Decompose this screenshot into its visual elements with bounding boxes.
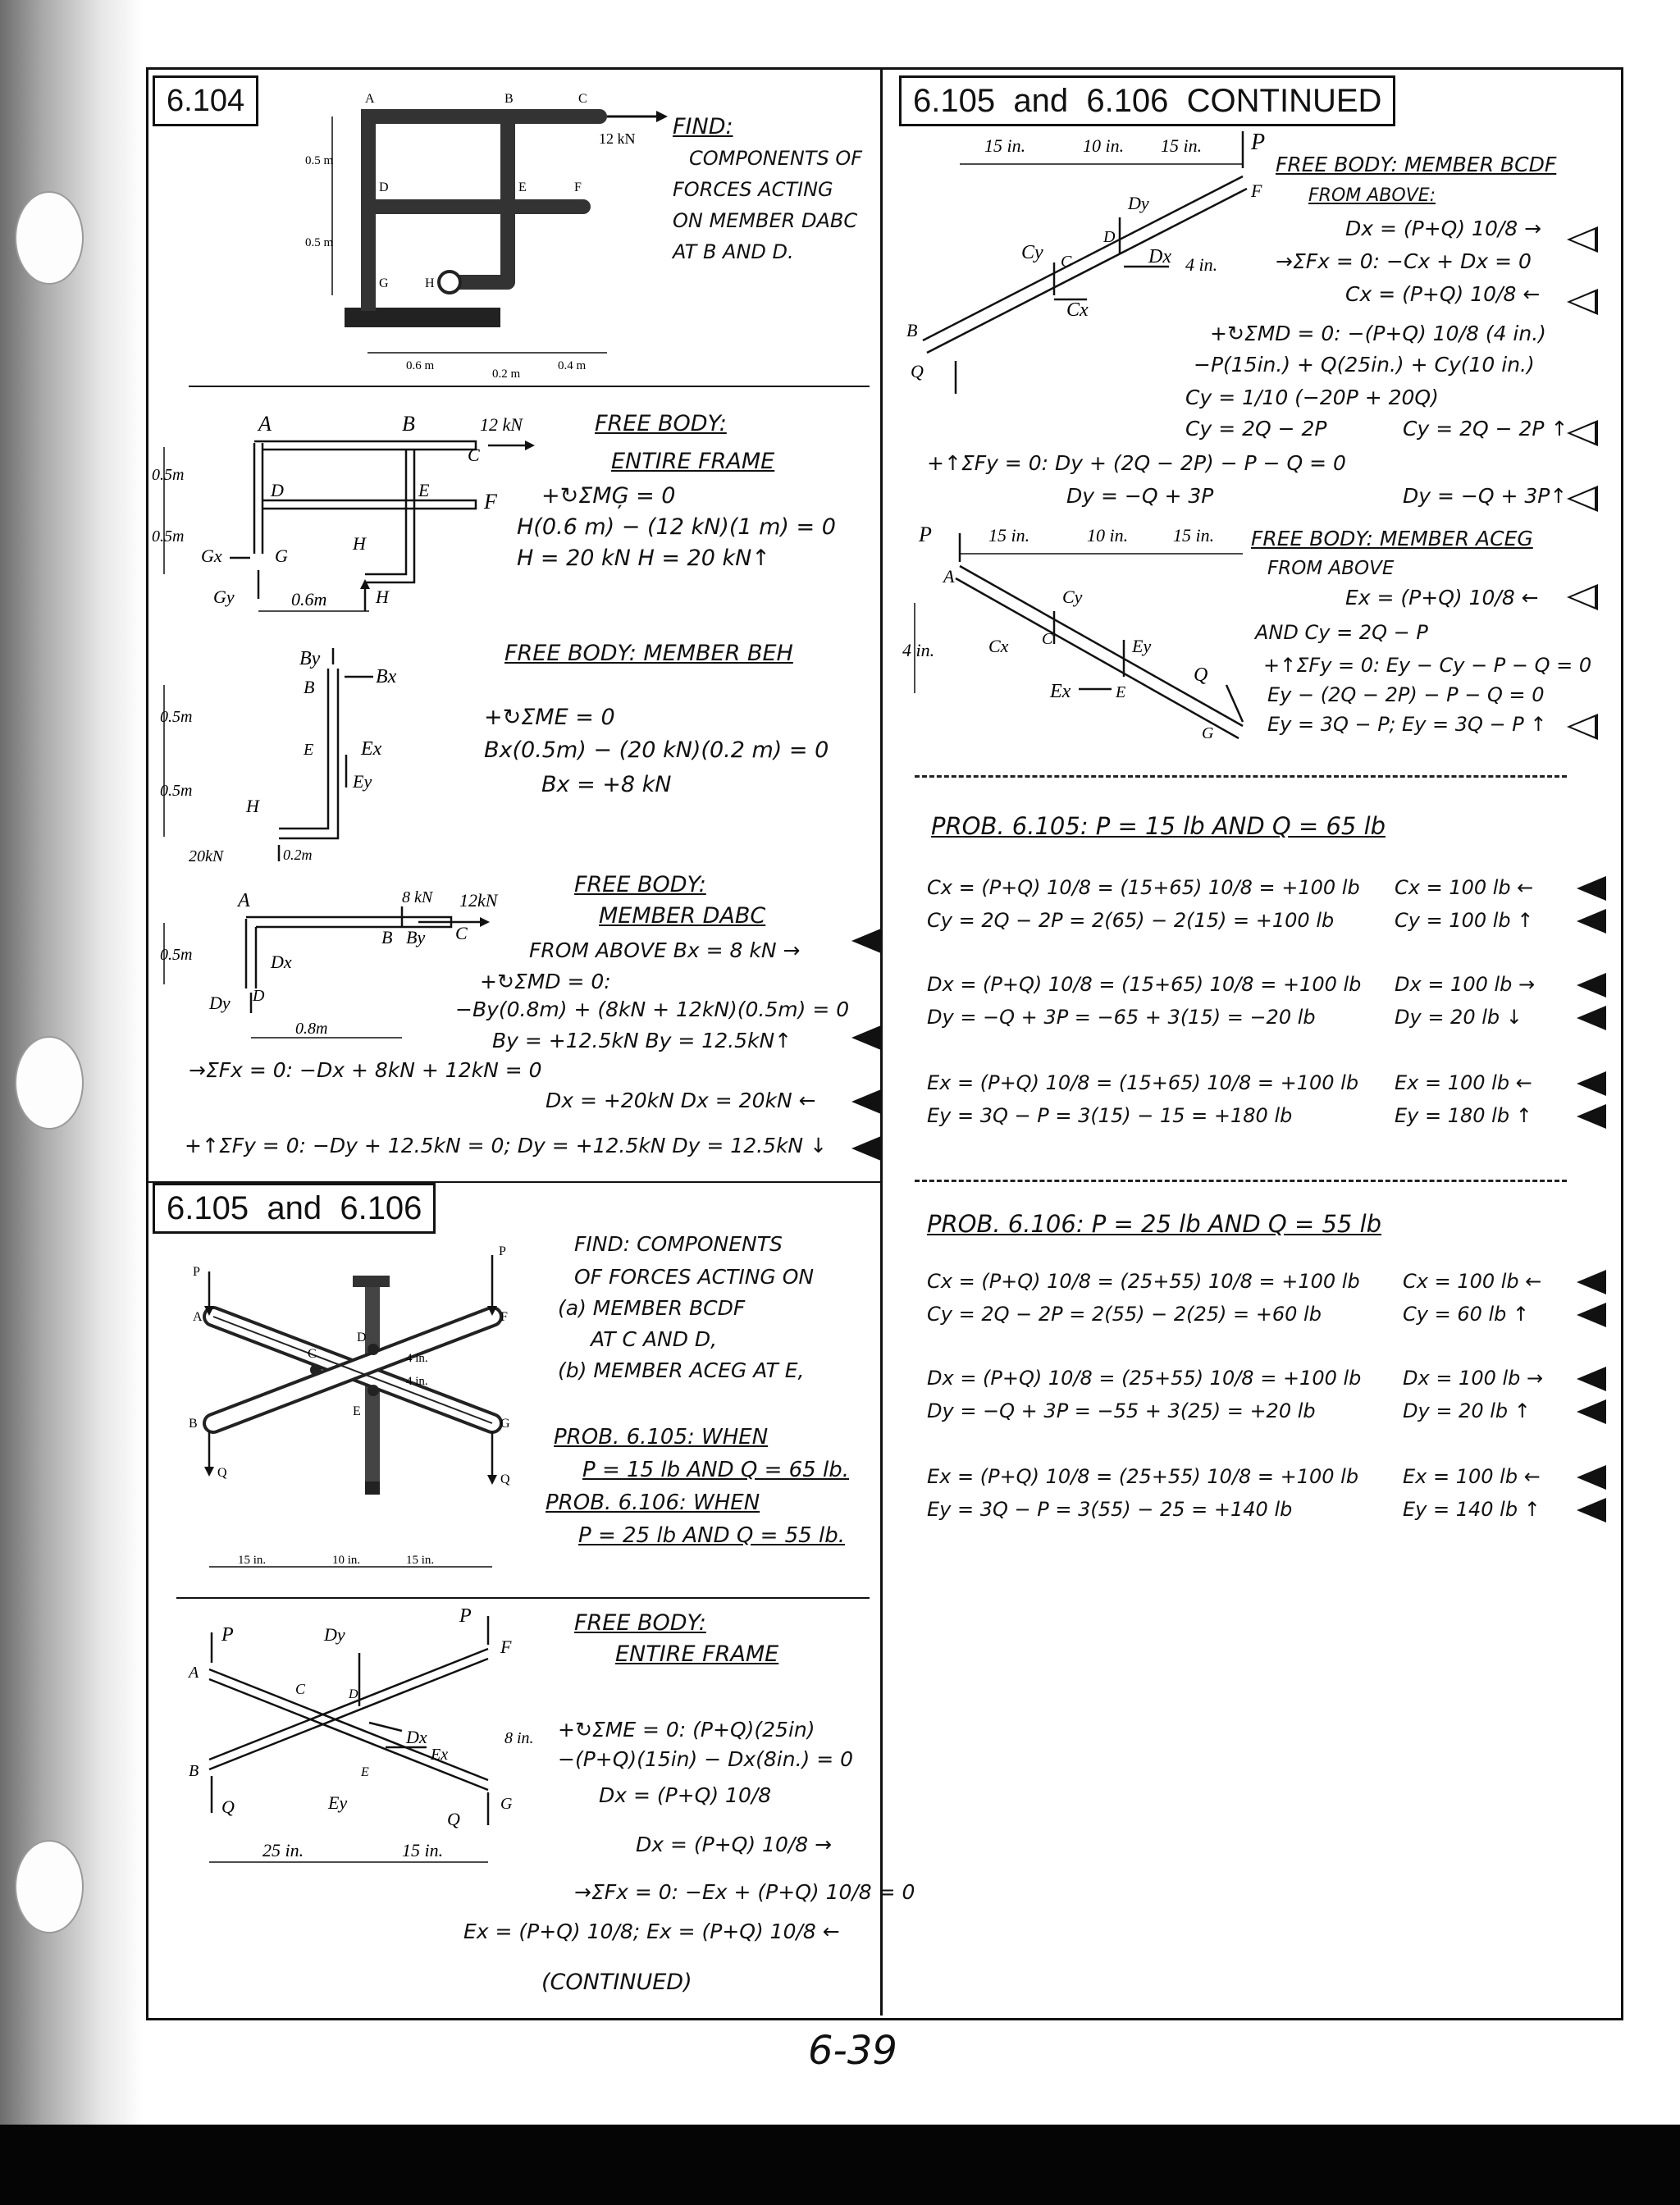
answer-marker bbox=[1577, 1270, 1606, 1294]
result-equation: Dx = (P+Q) 10/8 = (15+65) 10/8 = +100 lb bbox=[927, 973, 1362, 996]
fig-label: P bbox=[1251, 130, 1266, 155]
free-body-heading: ENTIRE FRAME bbox=[611, 449, 775, 474]
fig-label: Q bbox=[217, 1466, 227, 1480]
fig-label: 8 in. bbox=[504, 1729, 534, 1747]
fig-label: 0.5m bbox=[152, 466, 185, 484]
fig-label: E bbox=[418, 480, 430, 500]
from-above: FROM ABOVE: bbox=[1308, 185, 1436, 206]
and-word: and bbox=[267, 1190, 322, 1226]
find-line: AT C AND D, bbox=[591, 1327, 718, 1351]
dashed-separator bbox=[915, 1180, 1567, 1182]
fig-label: 10 in. bbox=[1083, 135, 1125, 156]
fig-label: C bbox=[308, 1347, 317, 1361]
fig-label: C bbox=[1042, 630, 1053, 648]
problem-number: 6.106 bbox=[1086, 83, 1169, 119]
separator bbox=[176, 1597, 870, 1599]
fig-label: Ex bbox=[361, 738, 382, 760]
fig-label: 4 in. bbox=[902, 640, 935, 660]
find-line: FORCES ACTING bbox=[673, 178, 833, 201]
fig-label: Ey bbox=[1132, 636, 1152, 656]
equation: −By(0.8m) + (8kN + 12kN)(0.5m) = 0 bbox=[455, 998, 850, 1021]
fig-label: H bbox=[246, 796, 259, 816]
result-answer: Ey = 140 lb ↑ bbox=[1403, 1498, 1541, 1521]
fig-label: B bbox=[402, 412, 415, 436]
fig-label: 0.5m bbox=[152, 527, 185, 546]
fig-label: A bbox=[365, 92, 375, 106]
fig-label: Dx bbox=[271, 952, 292, 972]
equation: Dx = (P+Q) 10/8 → bbox=[636, 1833, 833, 1856]
fig-label: Ey bbox=[328, 1792, 348, 1813]
member-aceg-fbd-figure bbox=[898, 521, 1259, 759]
fig-label: 0.8m bbox=[295, 1020, 328, 1038]
fig-label: 15 in. bbox=[984, 135, 1026, 156]
find-line: OF FORCES ACTING ON bbox=[574, 1265, 815, 1289]
fig-label: C bbox=[295, 1681, 306, 1697]
result-answer: Ex = 100 lb ← bbox=[1395, 1071, 1532, 1094]
fig-label: Dx bbox=[1148, 246, 1171, 267]
free-body-heading: FREE BODY: bbox=[574, 872, 706, 897]
result-marker bbox=[1567, 289, 1598, 315]
fig-label: Cy bbox=[1021, 242, 1043, 263]
fig-label: 0.2 m bbox=[492, 368, 521, 381]
result-answer: Ex = 100 lb ← bbox=[1403, 1465, 1541, 1488]
fig-label: H bbox=[425, 276, 435, 290]
results-heading-6-105: PROB. 6.105: P = 15 lb AND Q = 65 lb bbox=[931, 812, 1386, 840]
equation: −(P+Q)(15in) − Dx(8in.) = 0 bbox=[558, 1747, 854, 1771]
fig-label: 15 in. bbox=[988, 525, 1030, 546]
fig-label: P bbox=[193, 1265, 200, 1279]
result-answer: Dx = 100 lb → bbox=[1395, 973, 1536, 996]
result-equation: Ex = (P+Q) 10/8 = (25+55) 10/8 = +100 lb bbox=[927, 1465, 1359, 1488]
result-answer: Dx = 100 lb → bbox=[1403, 1367, 1544, 1390]
fig-label: E bbox=[518, 180, 527, 194]
equation: Ey = 3Q − P; Ey = 3Q − P ↑ bbox=[1267, 713, 1547, 736]
result-marker bbox=[1567, 226, 1598, 253]
answer-marker bbox=[1577, 973, 1606, 998]
answer-marker bbox=[1577, 1303, 1606, 1327]
fig-label: 15 in. bbox=[1161, 135, 1203, 156]
problem-title-6-104 bbox=[153, 75, 258, 126]
binder-hole-bottom bbox=[16, 1842, 82, 1932]
free-body-heading: FREE BODY: bbox=[595, 411, 727, 436]
fig-label: G bbox=[500, 1417, 510, 1431]
fig-label: Cx bbox=[988, 636, 1009, 656]
fig-label: 8 kN bbox=[402, 888, 433, 906]
from-above: FROM ABOVE bbox=[1267, 558, 1395, 579]
fig-label: C bbox=[1061, 253, 1072, 271]
fig-label: B bbox=[189, 1417, 198, 1431]
equation: +↻ΣME = 0: (P+Q)(25in) bbox=[558, 1718, 815, 1742]
fig-label: B bbox=[189, 1762, 199, 1780]
fig-label: 25 in. bbox=[262, 1840, 304, 1860]
scan-bottom-edge bbox=[0, 2125, 1680, 2205]
answer-marker bbox=[1577, 1104, 1606, 1129]
equation: →ΣFx = 0: −Dx + 8kN + 12kN = 0 bbox=[189, 1058, 542, 1082]
problem-number: 6.106 bbox=[340, 1190, 422, 1226]
answer-marker bbox=[851, 929, 881, 953]
fig-label: 0.5m bbox=[160, 708, 193, 726]
fig-label: P bbox=[221, 1624, 234, 1646]
fig-label: E bbox=[361, 1765, 369, 1779]
result-equation: Cy = 2Q − 2P = 2(65) − 2(15) = +100 lb bbox=[927, 909, 1335, 932]
result-answer: Cx = 100 lb ← bbox=[1395, 876, 1534, 899]
equation: Ex = (P+Q) 10/8 ← bbox=[1345, 586, 1539, 609]
fig-label: 0.5m bbox=[160, 946, 193, 964]
fig-label: 12 kN bbox=[480, 414, 523, 435]
fig-label: D bbox=[253, 987, 265, 1005]
fig-label: 20kN bbox=[189, 847, 224, 865]
equation: →ΣFx = 0: −Ex + (P+Q) 10/8 = 0 bbox=[574, 1880, 915, 1904]
fig-label: D bbox=[357, 1331, 367, 1344]
fig-label: 4 in. bbox=[1185, 254, 1218, 275]
fig-label: F bbox=[500, 1637, 512, 1657]
fig-label: D bbox=[379, 180, 389, 194]
result-equation: Ey = 3Q − P = 3(15) − 15 = +180 lb bbox=[927, 1104, 1293, 1127]
fig-label: Bx bbox=[376, 666, 397, 687]
equation: By = +12.5kN By = 12.5kN↑ bbox=[492, 1029, 792, 1052]
fig-label: H bbox=[376, 587, 389, 607]
result-equation: Dx = (P+Q) 10/8 = (25+55) 10/8 = +100 lb bbox=[927, 1367, 1362, 1390]
problem-number: 6.105 bbox=[913, 83, 996, 119]
answer-marker bbox=[1577, 1465, 1606, 1490]
scissor-frame-figure bbox=[189, 1239, 533, 1583]
fig-label: 12kN bbox=[459, 890, 498, 911]
fig-label: 15 in. bbox=[1173, 525, 1215, 546]
fig-label: 4 in. bbox=[406, 1375, 428, 1388]
fig-label: Ey bbox=[353, 771, 372, 792]
frame-figure-6-104 bbox=[305, 86, 673, 381]
equation: Cy = 1/10 (−20P + 20Q) bbox=[1185, 386, 1439, 409]
result-marker bbox=[1567, 714, 1598, 740]
fig-label: D bbox=[349, 1687, 358, 1701]
find-heading: FIND: bbox=[673, 114, 733, 139]
fig-label: 0.6 m bbox=[406, 359, 435, 372]
case-line: PROB. 6.106: WHEN bbox=[546, 1491, 760, 1515]
equation: Dy = −Q + 3P bbox=[1066, 484, 1214, 508]
equation: Ex = (P+Q) 10/8; Ex = (P+Q) 10/8 ← bbox=[463, 1920, 840, 1943]
answer-marker bbox=[851, 1089, 881, 1114]
fig-label: 12 kN bbox=[599, 130, 636, 147]
fig-label: A bbox=[238, 890, 250, 911]
fig-label: D bbox=[271, 480, 284, 500]
result-equation: Dy = −Q + 3P = −55 + 3(25) = +20 lb bbox=[927, 1399, 1316, 1422]
result-answer: Cy = 100 lb ↑ bbox=[1395, 909, 1534, 932]
result-answer: Dy = 20 lb ↓ bbox=[1395, 1006, 1522, 1029]
fig-label: Ex bbox=[1050, 681, 1071, 702]
equation: −P(15in.) + Q(25in.) + Cy(10 in.) bbox=[1194, 353, 1535, 377]
fig-label: 0.5m bbox=[160, 782, 193, 800]
fig-label: F bbox=[484, 490, 497, 514]
find-line: (a) MEMBER BCDF bbox=[558, 1296, 746, 1320]
equation: +↑ΣFy = 0: Ey − Cy − P − Q = 0 bbox=[1263, 654, 1592, 677]
fig-label: D bbox=[1103, 228, 1116, 246]
fig-label: E bbox=[1116, 683, 1126, 701]
problem-title-6-105-6-106 bbox=[153, 1183, 436, 1234]
member-beh-fbd-figure bbox=[156, 648, 402, 870]
fig-label: Q bbox=[447, 1809, 460, 1829]
equation: +↻ΣME = 0 bbox=[484, 705, 615, 730]
free-body-heading: ENTIRE FRAME bbox=[615, 1641, 779, 1667]
equation: +↑ΣFy = 0: −Dy + 12.5kN = 0; Dy = +12.5kN Dy = 12.5kN ↓ bbox=[185, 1134, 828, 1157]
equation: +↻ΣMD = 0: −(P+Q) 10/8 (4 in.) bbox=[1210, 322, 1546, 345]
fig-label: 15 in. bbox=[406, 1554, 435, 1567]
find-line: ON MEMBER DABC bbox=[673, 209, 858, 232]
answer-marker bbox=[1577, 1071, 1606, 1096]
case-line: PROB. 6.105: WHEN bbox=[554, 1425, 769, 1449]
binder-hole-middle bbox=[16, 1038, 82, 1128]
fig-label: 0.4 m bbox=[558, 359, 587, 372]
equation: →ΣFx = 0: −Cx + Dx = 0 bbox=[1276, 249, 1532, 273]
result-answer: Cy = 60 lb ↑ bbox=[1403, 1303, 1530, 1326]
answer-marker bbox=[1577, 1399, 1606, 1424]
equation: Cx = (P+Q) 10/8 ← bbox=[1345, 282, 1541, 306]
free-body-heading: FREE BODY: bbox=[574, 1610, 706, 1636]
fig-label: 15 in. bbox=[402, 1840, 444, 1860]
result-answer: Dy = 20 lb ↑ bbox=[1403, 1399, 1531, 1422]
free-body-heading: FREE BODY: MEMBER BEH bbox=[504, 641, 793, 666]
fig-label: Gy bbox=[213, 587, 235, 607]
fig-label: A bbox=[943, 566, 955, 587]
fig-label: Dy bbox=[1128, 193, 1149, 213]
answer-marker bbox=[851, 1025, 881, 1050]
fig-label: C bbox=[468, 445, 480, 465]
fig-label: G bbox=[379, 276, 389, 290]
fig-label: Cx bbox=[1066, 299, 1089, 321]
find-line: (b) MEMBER ACEG AT E, bbox=[558, 1358, 805, 1382]
continued-note: (CONTINUED) bbox=[541, 1970, 692, 1995]
fig-label: 0.2m bbox=[283, 847, 313, 863]
result-marker bbox=[1567, 486, 1598, 512]
fig-label: Q bbox=[500, 1472, 510, 1486]
result-equation: Cy = 2Q − 2P = 2(55) − 2(25) = +60 lb bbox=[927, 1303, 1322, 1326]
answer-marker bbox=[851, 1136, 881, 1161]
entire-frame-fbd-figure bbox=[152, 410, 541, 623]
fig-label: B bbox=[504, 92, 514, 106]
equation: AND Cy = 2Q − P bbox=[1255, 621, 1428, 644]
fig-label: A bbox=[189, 1664, 199, 1682]
equation: +↻ΣMĢ = 0 bbox=[541, 483, 676, 509]
fig-label: Q bbox=[911, 361, 924, 381]
equation: H(0.6 m) − (12 kN)(1 m) = 0 bbox=[517, 514, 836, 540]
fig-label: Q bbox=[1194, 664, 1208, 686]
continued-label: CONTINUED bbox=[1186, 83, 1382, 119]
fig-label: A bbox=[258, 412, 272, 436]
fig-label: P bbox=[499, 1244, 506, 1258]
fig-label: 0.6m bbox=[291, 589, 327, 609]
result-marker bbox=[1567, 584, 1598, 610]
fig-label: F bbox=[574, 180, 582, 194]
answer-marker bbox=[1577, 909, 1606, 934]
equation: Ey − (2Q − 2P) − P − Q = 0 bbox=[1267, 683, 1545, 706]
fig-label: G bbox=[275, 546, 288, 566]
answer: Dy = −Q + 3P↑ bbox=[1403, 484, 1568, 508]
fig-label: 10 in. bbox=[1087, 525, 1129, 546]
result-answer: Cx = 100 lb ← bbox=[1403, 1270, 1542, 1293]
equation: Cy = 2Q − 2P bbox=[1185, 417, 1327, 441]
fig-label: G bbox=[1202, 724, 1214, 742]
equation: Bx = +8 kN bbox=[541, 772, 672, 797]
scissor-fbd-figure bbox=[189, 1605, 534, 1883]
equation: H = 20 kN H = 20 kN↑ bbox=[517, 546, 770, 571]
fig-label: By bbox=[299, 648, 321, 669]
fig-label: B bbox=[304, 677, 315, 697]
result-equation: Ex = (P+Q) 10/8 = (15+65) 10/8 = +100 lb bbox=[927, 1071, 1359, 1094]
fig-label: E bbox=[353, 1404, 361, 1418]
result-answer: Ey = 180 lb ↑ bbox=[1395, 1104, 1532, 1127]
problem-title-continued bbox=[899, 75, 1395, 126]
fig-label: F bbox=[1251, 180, 1262, 201]
member-dabc-fbd-figure bbox=[156, 890, 509, 1054]
separator bbox=[146, 1181, 880, 1183]
fig-label: 15 in. bbox=[238, 1554, 267, 1567]
fig-label: Ex bbox=[431, 1746, 449, 1764]
fig-label: Q bbox=[221, 1796, 235, 1817]
fig-label: Dx bbox=[406, 1727, 427, 1747]
result-equation: Cx = (P+Q) 10/8 = (15+65) 10/8 = +100 lb bbox=[927, 876, 1360, 899]
fig-label: 0.5 m bbox=[305, 154, 334, 167]
fig-label: G bbox=[500, 1795, 513, 1813]
results-heading-6-106: PROB. 6.106: P = 25 lb AND Q = 55 lb bbox=[927, 1210, 1382, 1238]
fig-label: Cy bbox=[1062, 587, 1083, 607]
fig-label: 0.5 m bbox=[305, 236, 334, 249]
equation: Dx = (P+Q) 10/8 bbox=[599, 1783, 772, 1807]
binder-hole-top bbox=[16, 193, 82, 283]
find-line: AT B AND D. bbox=[673, 240, 794, 263]
answer-marker bbox=[1577, 876, 1606, 901]
and-word: and bbox=[1013, 83, 1069, 119]
fig-label: E bbox=[304, 741, 314, 759]
result-equation: Dy = −Q + 3P = −65 + 3(15) = −20 lb bbox=[927, 1006, 1316, 1029]
fig-label: P bbox=[919, 523, 932, 546]
fig-label: P bbox=[459, 1605, 472, 1627]
equation: +↑ΣFy = 0: Dy + (2Q − 2P) − P − Q = 0 bbox=[927, 451, 1346, 475]
answer-marker bbox=[1577, 1367, 1606, 1391]
fig-label: Dy bbox=[209, 993, 231, 1013]
equation: Bx(0.5m) − (20 kN)(0.2 m) = 0 bbox=[484, 737, 829, 763]
equation: Dx = (P+Q) 10/8 → bbox=[1345, 217, 1542, 240]
fig-label: H bbox=[353, 533, 366, 554]
fig-label: F bbox=[500, 1310, 508, 1324]
answer-marker bbox=[1577, 1498, 1606, 1522]
free-body-heading: FREE BODY: MEMBER BCDF bbox=[1276, 153, 1557, 176]
problem-number: 6.105 bbox=[167, 1190, 249, 1226]
free-body-heading: FREE BODY: MEMBER ACEG bbox=[1251, 527, 1533, 550]
equation: FROM ABOVE Bx = 8 kN → bbox=[529, 938, 801, 962]
fig-label: B bbox=[906, 320, 918, 340]
fig-label: Gx bbox=[201, 546, 222, 566]
answer-marker bbox=[1577, 1006, 1606, 1030]
case-line: P = 15 lb AND Q = 65 lb. bbox=[582, 1458, 849, 1482]
equation: Dx = +20kN Dx = 20kN ← bbox=[546, 1089, 816, 1112]
fig-label: 4 in. bbox=[406, 1352, 428, 1365]
dashed-separator bbox=[915, 775, 1567, 778]
fig-label: Dy bbox=[324, 1624, 345, 1645]
equation: +↻ΣMD = 0: bbox=[480, 970, 611, 993]
page-number: 6-39 bbox=[808, 2028, 897, 2074]
free-body-heading: MEMBER DABC bbox=[599, 903, 766, 929]
result-marker bbox=[1567, 420, 1598, 446]
fig-label: A bbox=[193, 1310, 203, 1324]
problem-number: 6.104 bbox=[167, 84, 245, 118]
separator bbox=[189, 386, 870, 387]
fig-label: 10 in. bbox=[332, 1554, 361, 1567]
answer: Cy = 2Q − 2P ↑ bbox=[1403, 417, 1568, 441]
fig-label: B bbox=[381, 927, 393, 947]
case-line: P = 25 lb AND Q = 55 lb. bbox=[578, 1523, 845, 1548]
fig-label: By bbox=[406, 927, 426, 947]
result-equation: Cx = (P+Q) 10/8 = (25+55) 10/8 = +100 lb bbox=[927, 1270, 1360, 1293]
find-line: COMPONENTS OF bbox=[689, 147, 863, 170]
result-equation: Ey = 3Q − P = 3(55) − 25 = +140 lb bbox=[927, 1498, 1293, 1521]
fig-label: C bbox=[578, 92, 587, 106]
fig-label: C bbox=[455, 923, 468, 943]
find-line: FIND: COMPONENTS bbox=[574, 1232, 783, 1256]
